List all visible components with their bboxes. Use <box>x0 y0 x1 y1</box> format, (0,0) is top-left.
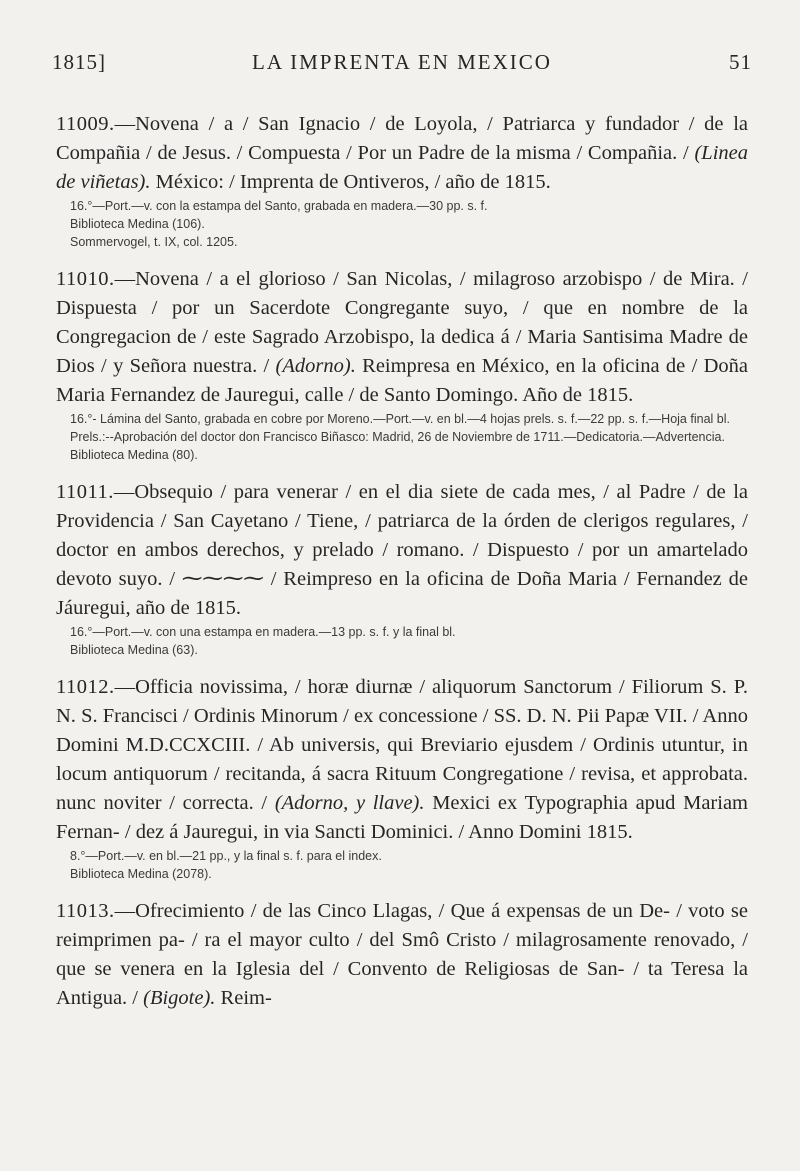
entry-title <box>56 897 748 1013</box>
entry-imprint: Mexici ex Typographia apud Mariam Fernan- / dez á Jauregui, in via Sancti Dominici. / Anno Domini 1815. <box>56 792 748 843</box>
entry-ornament-note: (Linea de viñetas). <box>56 142 748 193</box>
entry-imprint: Reim- <box>215 987 272 1009</box>
entry-preliminaries: Prels.:--Aprobación del doctor don Francisco Biñasco: Madrid, 26 de Noviembre de 1711.—Dedicatoria.—Advertencia. <box>70 430 725 444</box>
entry-imprint: Reimpresa en México, en la oficina de / Doña Maria Fernandez de Jauregui, calle / de Santo Domingo. Año de 1815. <box>56 355 748 406</box>
entry-title <box>56 673 748 847</box>
entry-title <box>56 110 748 197</box>
entry-number: 11011. <box>56 481 114 503</box>
entry-notes <box>70 623 748 659</box>
entry-ornament-note: (Bigote). <box>143 987 216 1009</box>
entry-location: Biblioteca Medina (80). <box>70 448 198 462</box>
entry-title <box>56 478 748 623</box>
entry-location: Biblioteca Medina (63). <box>70 643 198 657</box>
entry-collation: 16.°—Port.—v. con una estampa en madera.—13 pp. s. f. y la final bl. <box>70 625 456 639</box>
bibliography-entry <box>56 478 748 659</box>
entry-notes <box>70 197 748 251</box>
entry-number: 11013. <box>56 900 115 922</box>
entry-notes <box>70 410 748 464</box>
running-head <box>52 50 752 84</box>
bibliography-entry <box>56 897 748 1013</box>
page-number: 51 <box>729 50 752 74</box>
entry-title-text: —Novena / a el glorioso / San Nicolas, / milagroso arzobispo / de Mira. / Dispuesta / por un Sacerdote Congregante suyo, / que en nombre de la Congregacion de / este Sagrado Arzobispo, la dedica á / Maria Santisima Madre de Dios / y Señora nuestra. / <box>56 268 748 377</box>
entry-ornament-note: (Adorno, y llave). <box>274 792 425 814</box>
entry-title-text: —Officia novissima, / horæ diurnæ / aliquorum Sanctorum / Filiorum S. P. N. S. Francisci / Ordinis Minorum / ex concessione / SS. D. N. Pii Papæ VII. / Anno Domini M.D.CCXCIII. / Ab universis, qui Breviario ejusdem / Ordinis utuntur, in locum antiquorum / recitanda, á sacra Rituum Congregatione / revisa, et approbata. nunc noviter / correcta. / <box>56 676 748 814</box>
entry-number: 11010. <box>56 268 115 290</box>
entry-collation: 16.°—Port.—v. con la estampa del Santo, grabada en madera.—30 pp. s. f. <box>70 199 488 213</box>
bibliography-entry <box>56 265 748 464</box>
entry-collation: 16.°- Lámina del Santo, grabada en cobre por Moreno.—Port.—v. en bl.—4 hojas prels. s. f.—22 pp. s. f.—Hoja final bl. <box>70 412 730 426</box>
entry-imprint: México: / Imprenta de Ontiveros, / año de 1815. <box>150 171 551 193</box>
bibliography-entries <box>56 110 748 1027</box>
bibliography-entry <box>56 673 748 883</box>
entry-title-text: —Ofrecimiento / de las Cinco Llagas, / Que á expensas de un De- / voto se reimprimen pa- / ra el mayor culto / del Smô Cristo / milagrosamente renovado, / que se venera en la Iglesia del / Convento de Religiosas de San- / ta Teresa la Antigua. / <box>56 900 748 1009</box>
entry-title-text: —Obsequio / para venerar / en el dia siete de cada mes, / al Padre / de la Providencia / San Cayetano / Tiene, / patriarca de la órden de clerigos regulares, / doctor en ambos derechos, y prelado / romano. / Dispuesto / por un amartelado devoto suyo. / ⁓⁓⁓⁓ / Reimpreso en la oficina de Doña Maria / Fernandez de Jáuregui, año de 1815. <box>56 481 748 619</box>
entry-notes <box>70 847 748 883</box>
entry-location: Biblioteca Medina (106). <box>70 217 205 231</box>
bibliography-entry <box>56 110 748 251</box>
entry-collation: 8.°—Port.—v. en bl.—21 pp., y la final s. f. para el index. <box>70 849 382 863</box>
header-title: LA IMPRENTA EN MEXICO <box>252 50 552 74</box>
entry-title <box>56 265 748 410</box>
entry-title-text: —Novena / a / San Ignacio / de Loyola, / Patriarca y fundador / de la Compañia / de Jesus. / Compuesta / Por un Padre de la misma / Compañia. / <box>56 113 748 164</box>
entry-ornament-note: (Adorno). <box>275 355 356 377</box>
header-year: 1815] <box>52 50 106 74</box>
entry-number: 11012. <box>56 676 115 698</box>
entry-number: 11009. <box>56 113 115 135</box>
entry-location: Biblioteca Medina (2078). <box>70 867 212 881</box>
entry-reference: Sommervogel, t. IX, col. 1205. <box>70 235 238 249</box>
